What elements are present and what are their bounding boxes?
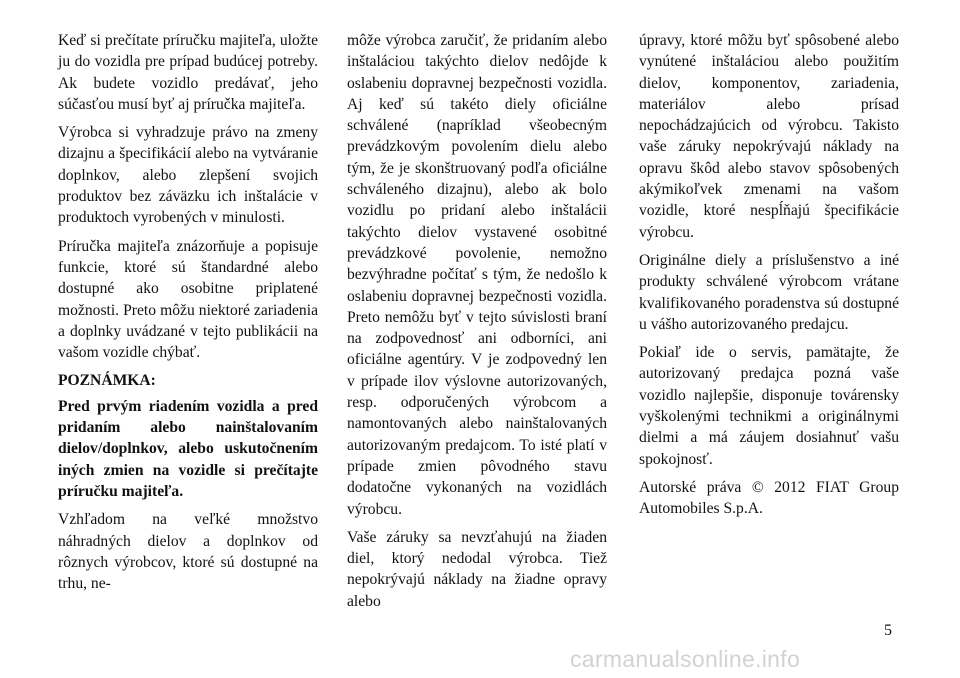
paragraph: môže výrobca zaručiť, že pridaním alebo inštaláciou takýchto dielov nedôjde k oslabeniu dopravnej bezpečnosti vozidla. Aj keď sú takéto diely oficiálne schválené (napríklad všeobecným prevádzkovým povolením dielu alebo tým, že je skonštruovaný podľa oficiálne schváleného dizajnu), alebo ak bolo vozidlu po pridaní alebo inštalácii takýchto dielov vystavené osobitné prevádzkové povolenie, nemožno bezvýhradne počítať s tým, že nedošlo k oslabeniu dopravnej bezpečnosti vozidla. Preto nemôžu byť v tejto súvislosti braní na zodpovednosť ani odborníci, ani oficiálne agentúry. V je zodpovedný len v prípade ilov výslovne autorizovaných, resp. odporučených výrobcom a namontovaných alebo nainštalovaných autorizovaným predajcom. To isté platí v prípade zmien pôvodného stavu dodatočne vykonaných na vozidlách výrobcu. bbox=[347, 32, 607, 518]
paragraph: Originálne diely a príslušenstvo a iné produkty schválené výrobcom vrátane kvalifikovaného poradenstva sú dostupné u vášho autorizovaného predajcu. bbox=[639, 251, 899, 333]
note-text: Pred prvým riadením vozidla a pred pridaním alebo nainštalovaním dielov/doplnkov, alebo uskutočnením iných zmien na vozidle si prečítajte príručku majiteľa. bbox=[58, 397, 318, 500]
paragraph: úpravy, ktoré môžu byť spôsobené alebo vynútené inštaláciou alebo použitím dielov, komponentov, zariadenia, materiálov alebo prísad nepochádzajúcich od výrobcu. Takisto vaše záruky nepokrývajú náklady na opravu škôd alebo stavov spôsobených akýmikoľvek zmenami na vašom vozidle, ktoré nespĺňajú špecifikácie výrobcu. bbox=[639, 32, 899, 241]
text-column-middle bbox=[347, 30, 607, 619]
paragraph: Vzhľadom na veľké množstvo náhradných dielov a doplnkov od rôznych výrobcov, ktoré sú dostupné na trhu, ne- bbox=[58, 511, 318, 593]
paragraph: Vaše záruky sa nevzťahujú na žiaden diel, ktorý nedodal výrobca. Tiež nepokrývajú náklady na žiadne opravy alebo bbox=[347, 528, 607, 610]
page-number: 5 bbox=[884, 622, 892, 639]
paragraph: Keď si prečítate príručku majiteľa, uložte ju do vozidla pre prípad budúcej potreby. Ak budete vozidlo predávať, jeho súčasťou musí byť aj príručka majiteľa. bbox=[58, 32, 318, 113]
copyright-notice: Autorské práva © 2012 FIAT Group Automobiles S.p.A. bbox=[639, 478, 899, 518]
paragraph: Výrobca si vyhradzuje právo na zmeny dizajnu a špecifikácií alebo na vytváranie doplnkov, alebo zlepšení svojich produktov bez záväzku ich inštalácie v produktoch vyrobených v minulosti. bbox=[58, 124, 318, 227]
note-heading: POZNÁMKA: bbox=[58, 372, 156, 390]
text-column-right bbox=[639, 30, 899, 527]
text-column-left bbox=[58, 30, 318, 601]
watermark: carmanualsonline.info bbox=[570, 646, 801, 672]
paragraph: Príručka majiteľa znázorňuje a popisuje funkcie, ktoré sú štandardné alebo dostupné ako osobitne priplatené možnosti. Preto môžu niektoré zariadenia a doplnky uvádzané v tejto publikácii na vašom vozidle chýbať. bbox=[58, 237, 318, 362]
paragraph: Pokiaľ ide o servis, pamätajte, že autorizovaný predajca pozná vaše vozidlo najlepšie, disponuje továrensky vyškolenými technikmi a originálnymi dielmi a má záujem dosiahnuť vašu spokojnosť. bbox=[639, 344, 899, 468]
